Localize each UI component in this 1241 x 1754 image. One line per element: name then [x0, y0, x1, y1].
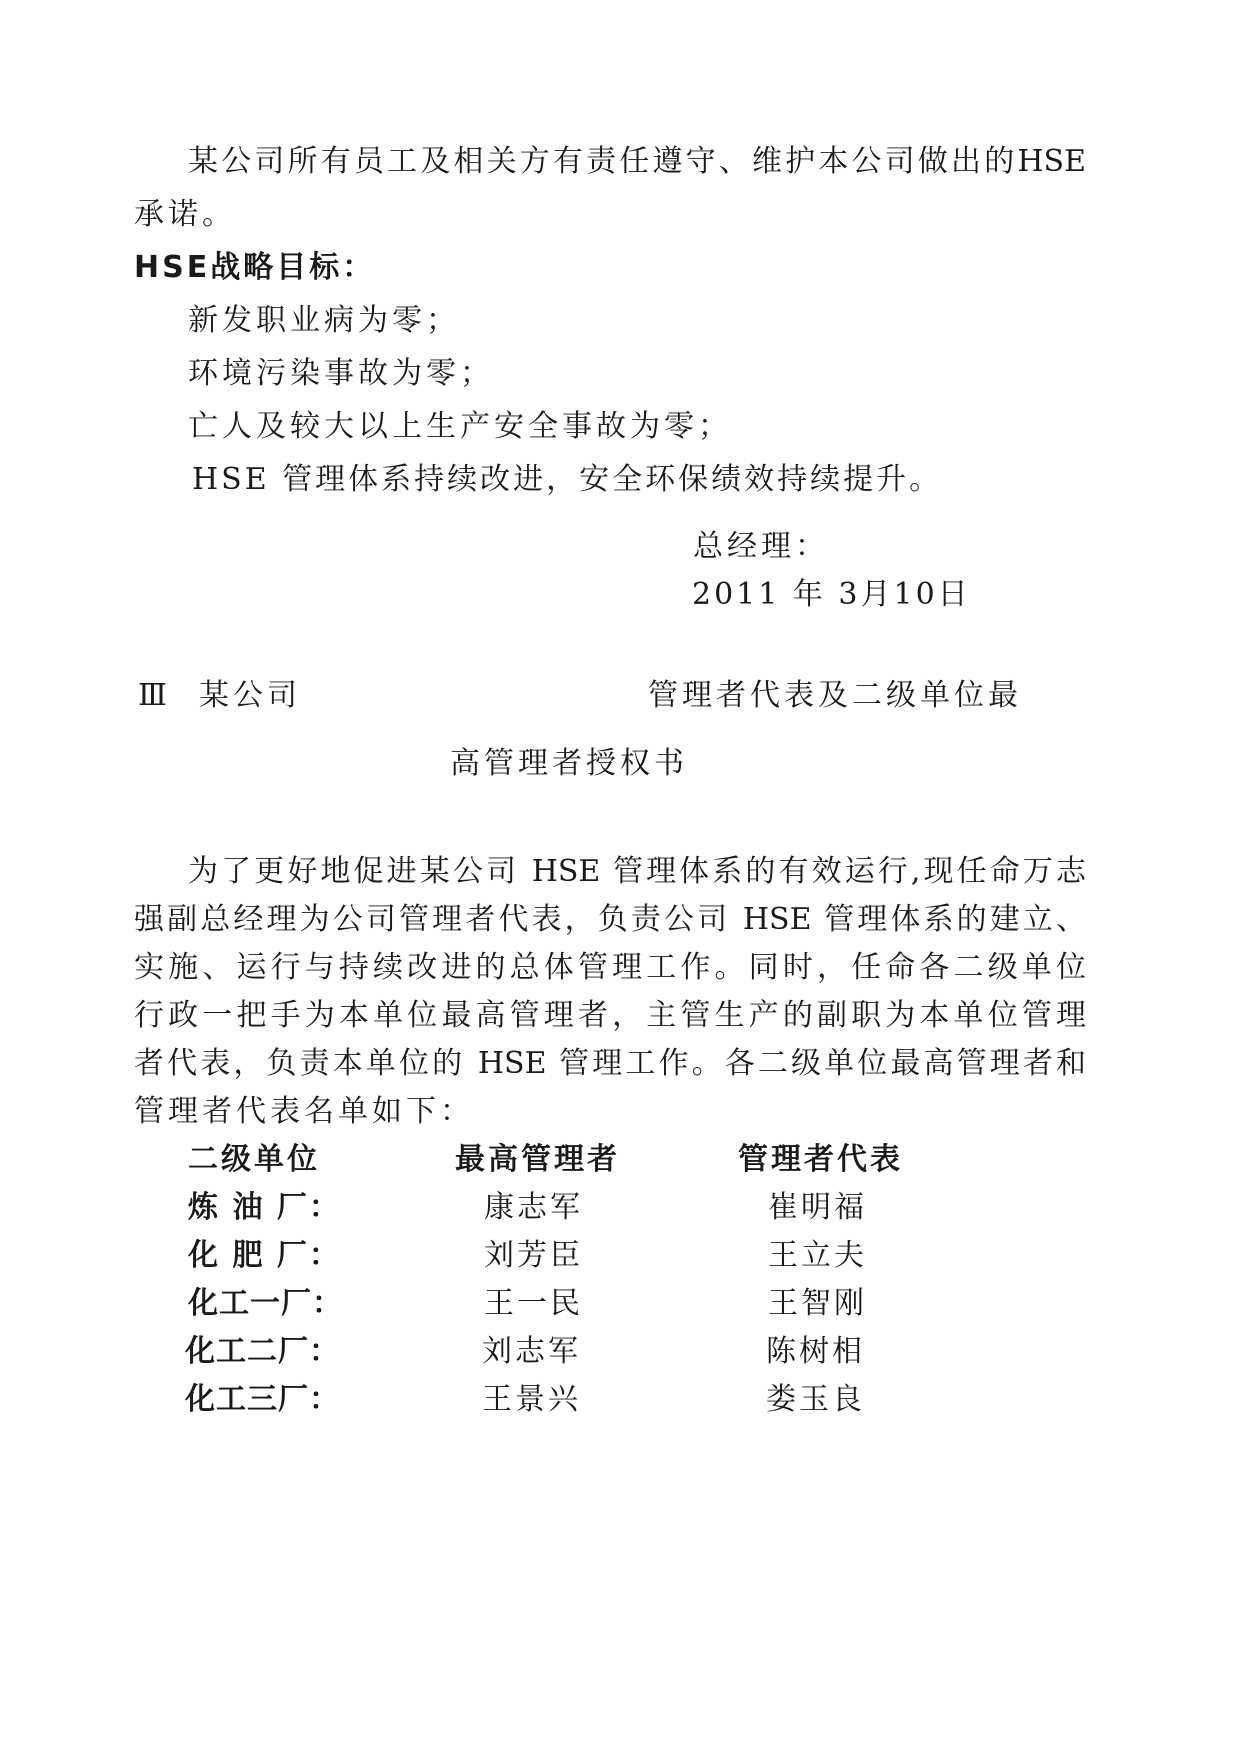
section-title-line2: 高管理者授权书 — [450, 746, 688, 781]
goal-item: 新发职业病为零； — [188, 303, 460, 338]
manager-rep: 王立夫 — [768, 1238, 867, 1273]
body-line: 行政一把手为本单位最高管理者，主管生产的副职为本单位管理 — [134, 998, 1086, 1033]
body-line: 为了更好地促进某公司 HSE 管理体系的有效运行,现任命万志 — [188, 854, 1086, 889]
top-manager: 康志军 — [484, 1190, 583, 1225]
body-line: 实施、运行与持续改进的总体管理工作。同时，任命各二级单位 — [134, 950, 1086, 985]
manager-rep: 王智刚 — [768, 1286, 867, 1321]
manager-rep: 崔明福 — [768, 1190, 867, 1225]
unit-name: 化 肥 厂： — [188, 1238, 341, 1273]
signature-role: 总经理： — [693, 529, 829, 564]
goal-item: 环境污染事故为零； — [188, 356, 494, 391]
body-line: 管理者代表名单如下： — [134, 1094, 474, 1129]
unit-name: 化工二厂： — [185, 1334, 340, 1369]
goals-heading: HSE战略目标： — [134, 250, 376, 285]
table-header-rep: 管理者代表 — [738, 1142, 903, 1177]
body-line: 强副总经理为公司管理者代表，负责公司 HSE 管理体系的建立、 — [134, 902, 1086, 937]
table-header-manager: 最高管理者 — [455, 1142, 620, 1177]
intro-line-2: 承诺。 — [134, 197, 236, 232]
intro-line-1: 某公司所有员工及相关方有责任遵守、维护本公司做出的HSE — [188, 144, 1086, 179]
unit-name: 化工一厂： — [188, 1286, 343, 1321]
manager-rep: 娄玉良 — [766, 1382, 865, 1417]
top-manager: 王一民 — [484, 1286, 583, 1321]
section-company: 某公司 — [199, 678, 301, 713]
section-title-right: 管理者代表及二级单位最 — [648, 678, 1022, 713]
section-numeral: Ⅲ — [138, 678, 171, 713]
top-manager: 刘芳臣 — [484, 1238, 583, 1273]
unit-name: 化工三厂： — [185, 1382, 340, 1417]
body-line: 者代表，负责本单位的 HSE 管理工作。各二级单位最高管理者和 — [134, 1046, 1086, 1081]
table-header-unit: 二级单位 — [188, 1142, 320, 1177]
top-manager: 刘志军 — [482, 1334, 581, 1369]
signature-date: 2011 年 3月10日 — [692, 577, 971, 612]
goal-item: HSE 管理体系持续改进，安全环保绩效持续提升。 — [192, 462, 943, 497]
manager-rep: 陈树相 — [766, 1334, 865, 1369]
top-manager: 王景兴 — [482, 1382, 581, 1417]
unit-name: 炼 油 厂： — [188, 1190, 341, 1225]
goal-item: 亡人及较大以上生产安全事故为零； — [188, 409, 732, 444]
